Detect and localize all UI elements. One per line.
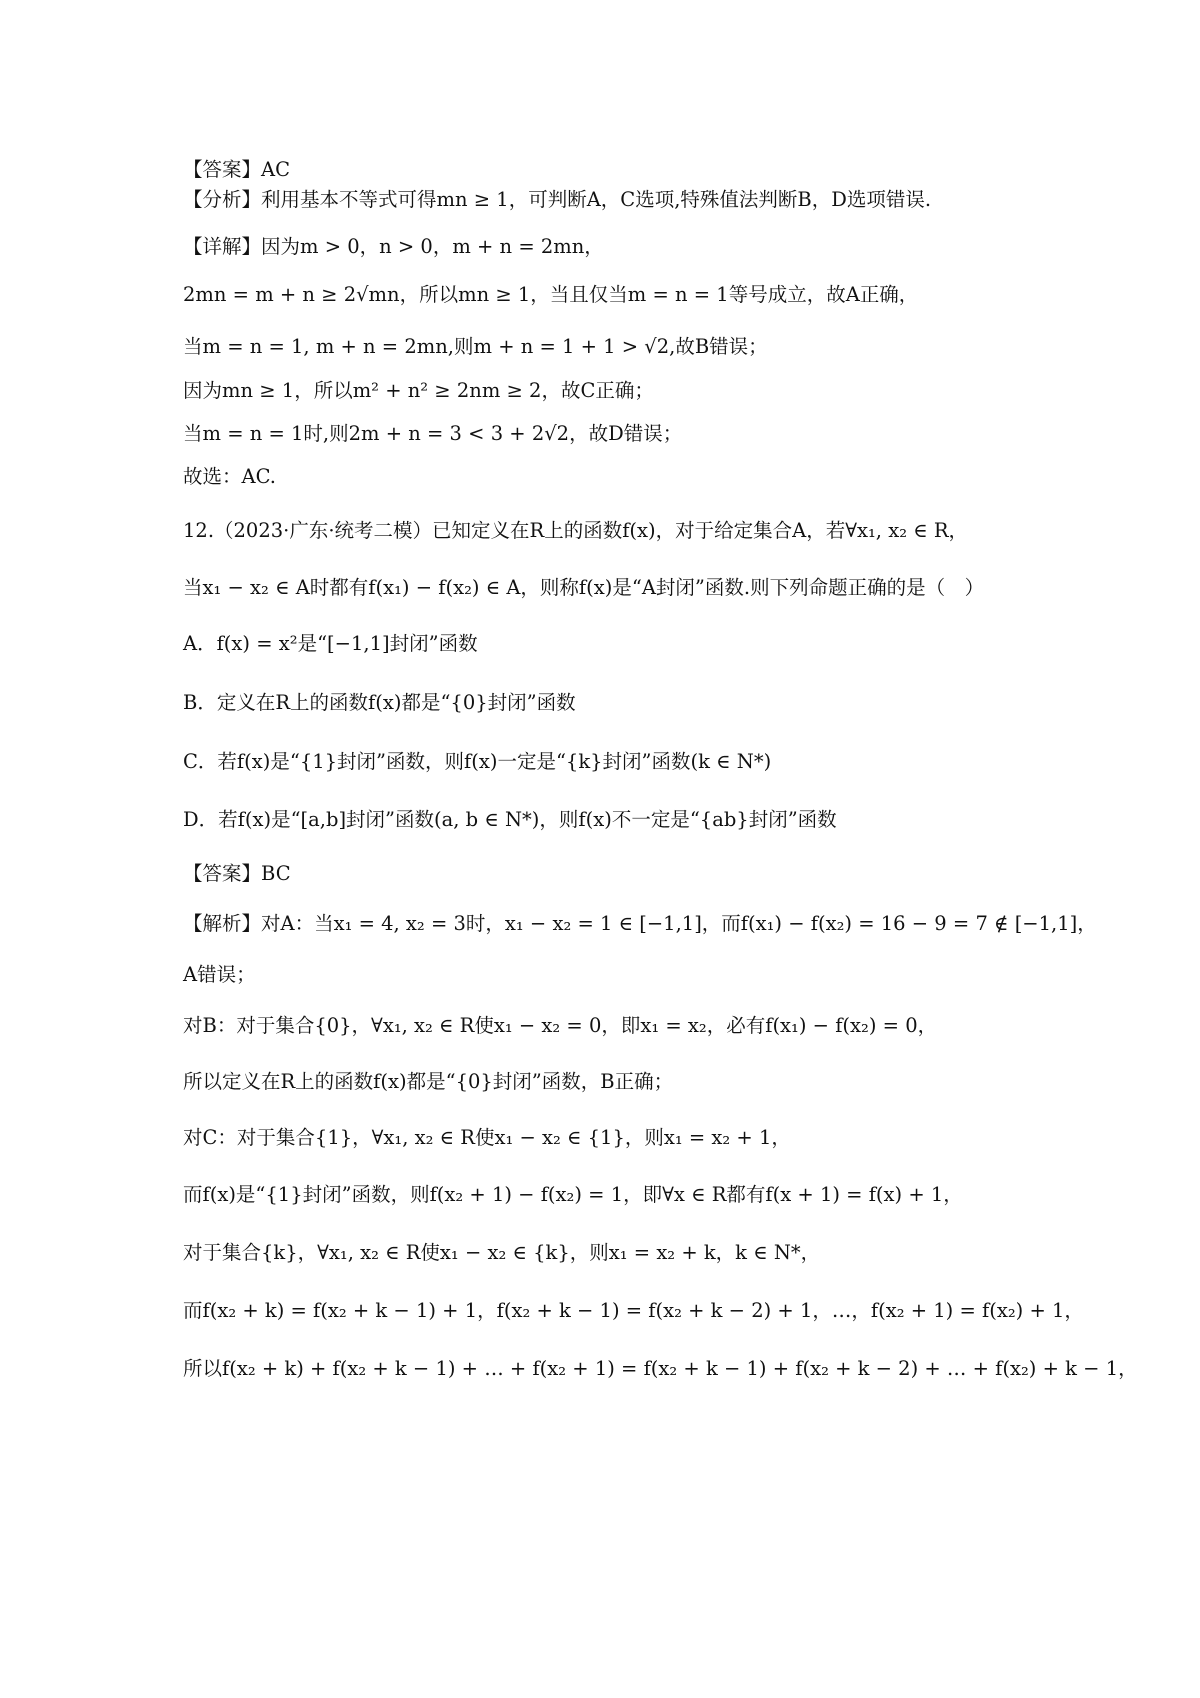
option-d: D．若f(x)是“[a,b]封闭”函数(a, b ∈ N*)，则f(x)不一定是“{ab}封闭”函数	[183, 808, 837, 831]
question-12-stem-2: 当x₁ − x₂ ∈ A时都有f(x₁) − f(x₂) ∈ A，则称f(x)是“A封闭”函数.则下列命题正确的是（ ）	[183, 576, 985, 599]
option-b: B．定义在R上的函数f(x)都是“{0}封闭”函数	[183, 691, 576, 714]
detail-line-11-4: 因为mn ≥ 1，所以m² + n² ≥ 2nm ≥ 2，故C正确；	[183, 379, 654, 402]
question-12-stem-1: 12.（2023·广东·统考二模）已知定义在R上的函数f(x)，对于给定集合A，若∀x₁, x₂ ∈ R，	[183, 519, 969, 542]
detail-line-11-5: 当m = n = 1时,则2m + n = 3 < 3 + 2√2，故D错误；	[183, 422, 683, 445]
solution-line-6: 而f(x)是“{1}封闭”函数，则f(x₂ + 1) − f(x₂) = 1，即∀x ∈ R都有f(x + 1) = f(x) + 1，	[183, 1183, 963, 1206]
solution-line-1: 【解析】对A：当x₁ = 4, x₂ = 3时，x₁ − x₂ = 1 ∈ [−1,1]，而f(x₁) − f(x₂) = 16 − 9 = 7 ∉ [−1,1]，	[183, 912, 1097, 935]
option-c: C．若f(x)是“{1}封闭”函数，则f(x)一定是“{k}封闭”函数(k ∈ N*)	[183, 750, 772, 773]
answer-line-11: 【答案】AC	[183, 158, 291, 181]
solution-line-3: 对B：对于集合{0}，∀x₁, x₂ ∈ R使x₁ − x₂ = 0，即x₁ = x₂，必有f(x₁) − f(x₂) = 0，	[183, 1014, 938, 1037]
solution-line-2: A错误；	[183, 963, 256, 986]
solution-line-8: 而f(x₂ + k) = f(x₂ + k − 1) + 1，f(x₂ + k − 1) = f(x₂ + k − 2) + 1，…，f(x₂ + 1) = f(x₂) + 1，	[183, 1299, 1084, 1322]
solution-line-5: 对C：对于集合{1}，∀x₁, x₂ ∈ R使x₁ − x₂ ∈ {1}，则x₁ = x₂ + 1，	[183, 1126, 791, 1149]
answer-line-12: 【答案】BC	[183, 862, 291, 885]
detail-line-11-1: 【详解】因为m > 0，n > 0，m + n = 2mn，	[183, 235, 604, 258]
solution-line-9: 所以f(x₂ + k) + f(x₂ + k − 1) + … + f(x₂ + 1) = f(x₂ + k − 1) + f(x₂ + k − 2) + … + f(x₂) + k − 1，	[183, 1357, 1138, 1380]
option-a: A．f(x) = x²是“[−1,1]封闭”函数	[183, 632, 478, 655]
detail-line-11-2: 2mn = m + n ≥ 2√mn，所以mn ≥ 1，当且仅当m = n = 1等号成立，故A正确，	[183, 283, 919, 306]
analysis-line-11: 【分析】利用基本不等式可得mn ≥ 1，可判断A，C选项,特殊值法判断B，D选项错误.	[183, 188, 932, 211]
solution-line-4: 所以定义在R上的函数f(x)都是“{0}封闭”函数，B正确；	[183, 1070, 674, 1093]
detail-line-11-3: 当m = n = 1, m + n = 2mn,则m + n = 1 + 1 > √2,故B错误；	[183, 335, 768, 358]
solution-line-7: 对于集合{k}，∀x₁, x₂ ∈ R使x₁ − x₂ ∈ {k}，则x₁ = x₂ + k，k ∈ N*，	[183, 1241, 821, 1264]
conclusion-line-11: 故选：AC.	[183, 465, 277, 488]
